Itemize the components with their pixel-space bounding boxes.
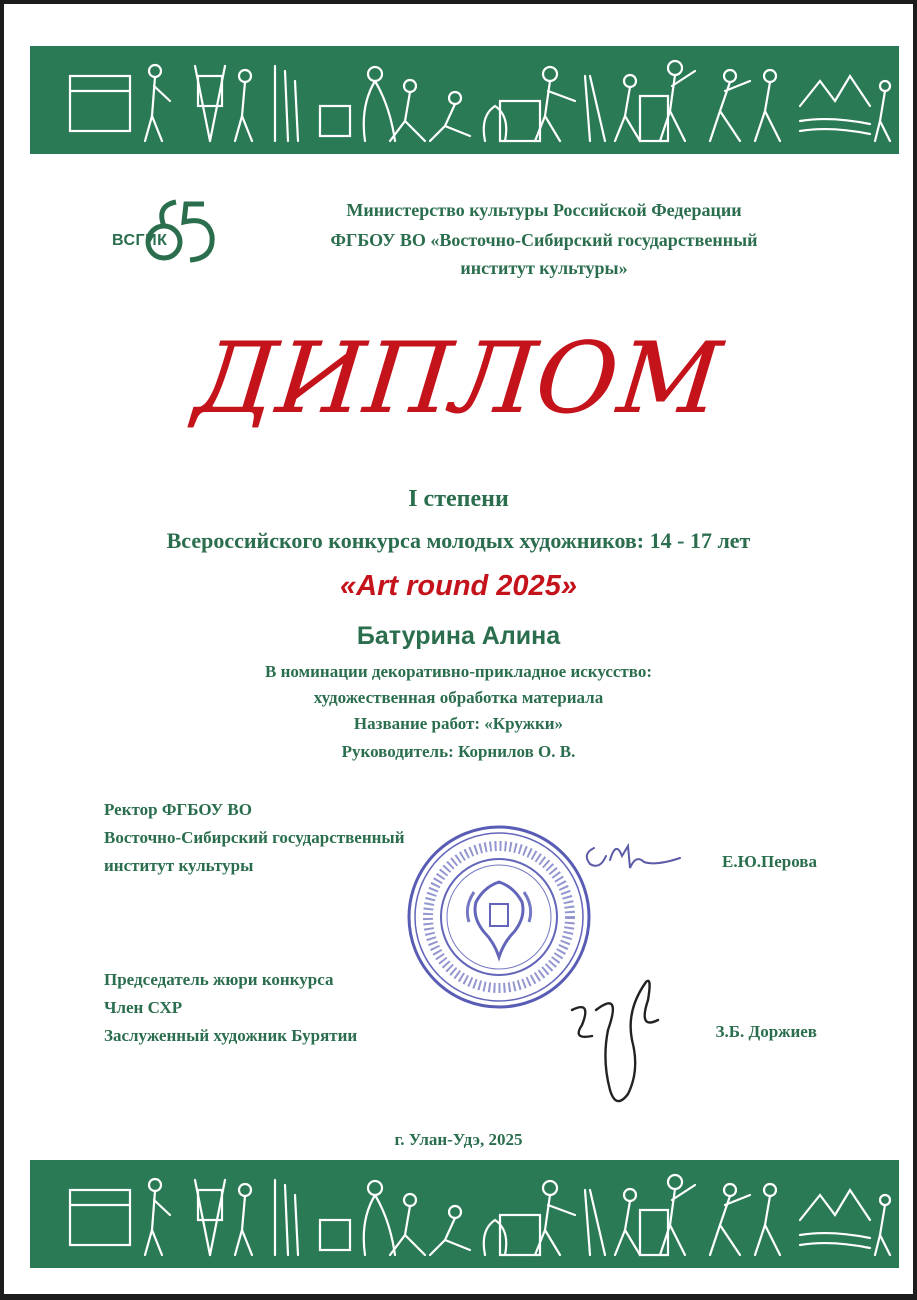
ministry-name: Министерство культуры Российской Федерации [346, 200, 742, 220]
nomination-line2: художественная обработка материала [313, 688, 604, 707]
rector-line1: Ректор ФГБОУ ВО [104, 800, 252, 819]
award-degree: I степени [408, 486, 509, 512]
rector-name: Е.Ю.Перова [722, 852, 817, 871]
diploma-title: ДИПЛОМ [189, 322, 728, 436]
artists-silhouettes-illustration [30, 1160, 899, 1268]
diploma-sheet [4, 4, 913, 1294]
rector-line3: институт культуры [104, 856, 254, 875]
rector-signature [576, 826, 686, 886]
rector-title-block [104, 796, 405, 880]
jury-line1: Председатель жюри конкурса [104, 970, 334, 989]
jury-chair-name: З.Б. Доржиев [715, 1022, 817, 1041]
rector-line2: Восточно-Сибирский государственный [104, 828, 405, 847]
contest-description: Всероссийского конкурса молодых художников: 14 - 17 лет [166, 528, 751, 553]
jury-line2: Член СХР [104, 998, 183, 1017]
contest-name: «Art round 2025» [340, 570, 577, 602]
logo-text: ВСГИК [112, 232, 168, 249]
artists-silhouettes-illustration [30, 46, 899, 154]
nomination-line1: В номинации декоративно-прикладное искусство: [265, 662, 652, 681]
city-and-year: г. Улан-Удэ, 2025 [394, 1130, 523, 1149]
jury-chair-signature [562, 970, 672, 1118]
recipient-name: Батурина Алина [356, 622, 561, 650]
work-title: Название работ: «Кружки» [353, 714, 564, 733]
institute-name-line2: институт культуры» [460, 258, 628, 278]
vsgik-65-logo [112, 198, 227, 268]
bottom-decorative-banner [30, 1160, 899, 1268]
jury-title-block [104, 966, 357, 1050]
institute-name-line1: ФГБОУ ВО «Восточно-Сибирский государственный [330, 230, 758, 250]
top-decorative-banner [30, 46, 899, 154]
supervisor: Руководитель: Корнилов О. В. [341, 742, 576, 761]
jury-line3: Заслуженный художник Бурятии [104, 1026, 358, 1045]
